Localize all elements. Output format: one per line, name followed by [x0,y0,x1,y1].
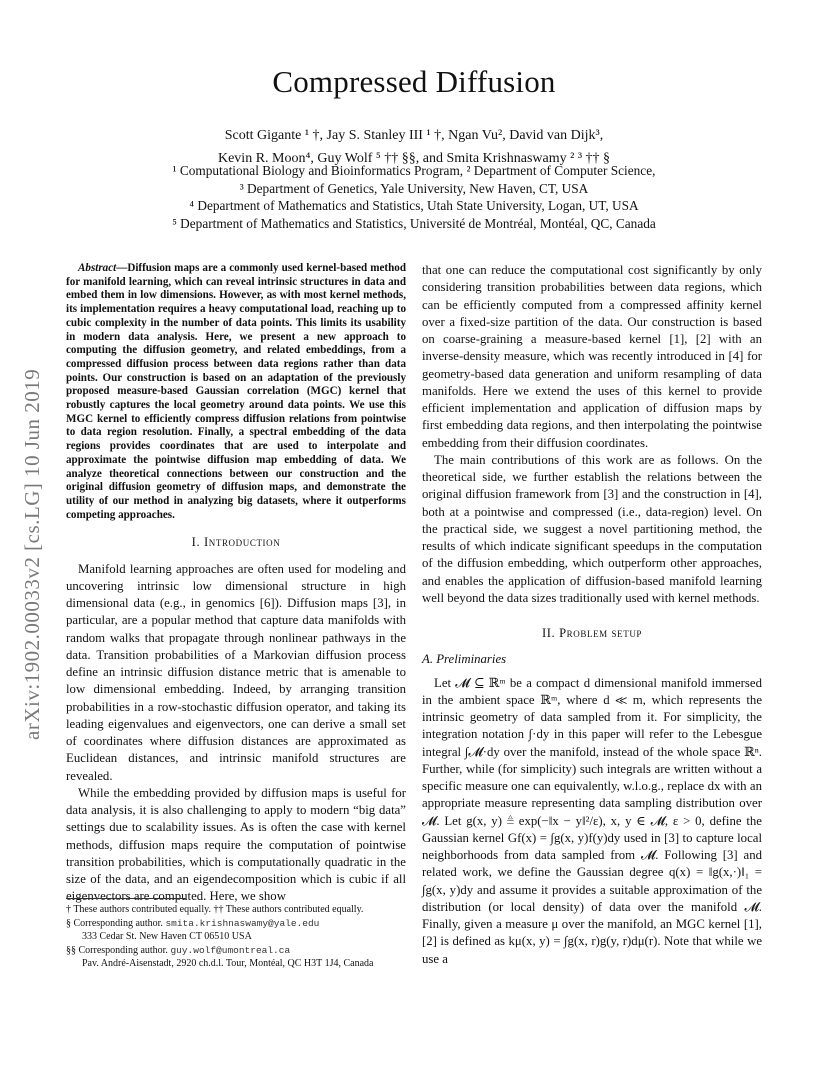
subsection-heading-preliminaries: A. Preliminaries [422,652,507,667]
footnote-address-1: 333 Cedar St. New Haven CT 06510 USA [82,931,252,943]
right-column [422,262,762,968]
arxiv-stamp: arXiv:1902.00033v2 [cs.LG] 10 Jun 2019 [20,368,44,740]
affiliation-line-4: ⁵ Department of Mathematics and Statistics, Université de Montréal, Montéal, QC, Canada [172,215,656,231]
email-link[interactable]: guy.wolf@umontreal.ca [170,944,291,956]
footnote-rule [66,898,186,899]
email-link[interactable]: smita.krishnaswamy@yale.edu [165,917,320,929]
footnote-corresponding-2 [66,944,406,958]
author-line-1: Scott Gigante ¹ †, Jay S. Stanley III ¹ †, Ngan Vu², David van Dijk³, [224,128,604,143]
author-line-2: Kevin R. Moon⁴, Guy Wolf ⁵ †† §§, and Smita Krishnaswamy ² ³ †† § [217,151,611,166]
abstract-text: —Diffusion maps are a commonly used kernel-based method for manifold learning, which can reveal intrinsic structures in data and embed them in low dimensions. However, as with most kernel methods, its implementation requires a heavy computational load, reaching up to cubic complexity in the number of data points. This limits its usability in modern data analysis. Here, we present a new approach to computing the diffusion geometry, and related embeddings, from a compressed diffusion process between data regions rather than data points. Our construction is based on an adaptation of the previously proposed measure-based Gaussian correlation (MGC) kernel that robustly captures the local geometry around data points. We use this MGC kernel to efficiently compress diffusion relations from pointwise to data region resolution. Finally, a spectral embedding of the data regions provides coordinates that are used to interpolate and approximate the pointwise diffusion map embedding of data. We analyze theoretical connections between our construction and the original diffusion geometry of diffusion maps, and demonstrate the utility of our method in analyzing big datasets, where it outperforms competing approaches. [66,262,406,521]
affiliation-line-1: ¹ Computational Biology and Bioinformatics Program, ² Department of Computer Science, [172,163,656,178]
right-paragraph-2: The main contributions of this work are as follows. On the theoretical side, we further establish the relations between the original diffusion framework from [3] and the construction in [4], both at a pointwise and compressed (i.e., data-region) level. On the practical side, we suggest a novel partitioning method, the results of which indicate significant speedups in the computation of the diffusion embedding, which outperform other approaches, and enables the application of diffusion-based manifold learning well beyond the data sizes traditionally used with kernel methods. [422,452,762,605]
section-heading-problem-setup [422,625,762,642]
footnote-corresponding-1 [66,917,406,931]
right-paragraph-1: that one can reduce the computational cost significantly by only considering transition probabilities between data regions, which can be efficiently computed from a compressed affinity kernel over a fixed-size partition of the data. Our construction is based on coarse-graining a measure-based kernel [1], [2] with an inverse-density measure, which was recently introduced in [4] for geometry-based data generation and uniform resampling of data manifolds. Here we extend the uses of this kernel to provide efficient implementation and application of diffusion maps by first embedding data regions, and then interpolating the pointwise embedding from their diffusion coordinates. [422,263,762,450]
footnote-label: § Corresponding author. [66,917,163,929]
affiliation-line-3: ⁴ Department of Mathematics and Statistics, Utah State University, Logan, UT, USA [189,198,639,214]
left-column [66,262,406,906]
affiliations [0,162,828,232]
footnotes [66,898,406,971]
footnote-label: §§ Corresponding author. [66,944,168,956]
section-number: I. [191,535,201,550]
footnote-address-2: Pav. André-Aisenstadt, 2920 ch.d.l. Tour, Montéal, QC H3T 1J4, Canada [82,958,374,970]
abstract [66,262,406,522]
section-number: II. [541,626,556,640]
section-heading-introduction [66,534,406,551]
affiliation-line-2: ³ Department of Genetics, Yale University, New Haven, CT, USA [239,180,589,196]
preliminaries-paragraph: Let 𝓜 ⊆ ℝᵐ be a compact d dimensional manifold immersed in the ambient space ℝᵐ, where d ≪ m, which represents the intrinsic geometry of data sampled from it. For simplicity, the integration notation ∫·dy in this paper will refer to the Lebesgue integral ∫𝓜·dy over the manifold, instead of the whole space ℝⁿ. Further, while (for simplicity) such integrals are written without a specific measure one can equivalently, w.l.o.g., replace dx with an appropriate measure representing data sampling distribution over 𝓜. Let g(x, y) ≜ exp(−‖x − y‖²/ε), x, y ∈ 𝓜, ε > 0, define the Gaussian kernel Gf(x) = ∫g(x, y)f(y)dy used in [3] to capture local neighborhoods from data sampled from 𝓜. Following [3] and related work, we define the Gaussian degree q(x) = ‖g(x,·)‖₁ = ∫g(x, y)dy and assume it provides a suitable approximation of the distribution (or local density) of data over the manifold 𝓜. Finally, given a measure μ over the manifold, an MGC kernel [1], [2] is defined as kμ(x, y) = ∫g(x, r)g(y, r)dμ(r). Note that while we use a [422,675,762,966]
footnote-equal-contribution: † These authors contributed equally. †† These authors contributed equally. [66,904,364,915]
intro-paragraph-1: Manifold learning approaches are often used for modeling and uncovering intrinsic low dimensional structure in high dimensional data (e.g., in genomics [6]). Diffusion maps [3], in particular, are a popular method that capture data manifolds with random walks that propagate through nonlinear pathways in the data. Transition probabilities of a Markovian diffusion process define an intrinsic diffusion distance metric that is amenable to low dimensional embedding. Indeed, by arranging transition probabilities in a row-stochastic diffusion operator, and taking its leading eigenvalues and eigenvectors, one can derive a small set of coordinates where diffusion distances are approximated as Euclidean distances, and intrinsic manifold structures are revealed. [66,561,406,783]
paper-title: Compressed Diffusion [272,64,556,99]
section-title: Introduction [203,535,281,550]
section-title: Problem setup [559,626,643,640]
intro-paragraph-2: While the embedding provided by diffusion maps is useful for data analysis, it is also challenging to apply to modern “big data” settings due to scalability issues. As is often the case with kernel methods, diffusion maps require the computation of pointwise transition probabilities, which is computationally quadratic in the size of the data, and an eigendecomposition which is cubic if all eigenvectors are computed. Here, we show [66,785,406,904]
abstract-lead: Abstract [78,262,117,274]
